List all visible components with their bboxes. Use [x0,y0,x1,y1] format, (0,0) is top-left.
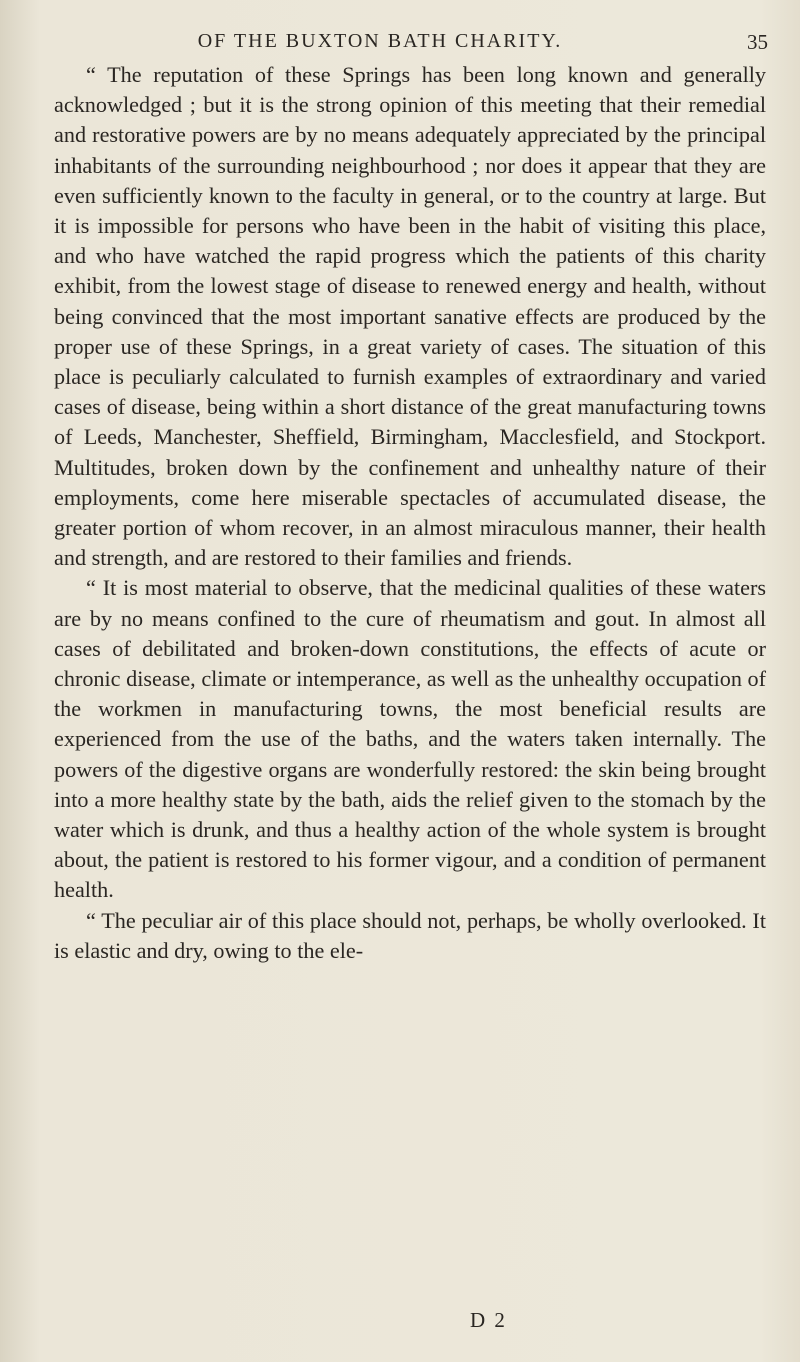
body-text [54,60,766,966]
paragraph-peculiar-air: “ The peculiar air of this place should not, perhaps, be wholly overlooked. It is elastic and dry, owing to the ele- [54,907,766,963]
page-number: 35 [747,30,768,54]
signature-mark: D 2 [470,1308,507,1332]
running-title: OF THE BUXTON BATH CHARITY. [197,30,563,52]
page-header [52,30,768,60]
paragraph-medicinal-qualities: “ It is most material to observe, that the medicinal qualities of these waters are by no means confined to the cure of rheumatism and gout. In almost all cases of debilitated and broken-down constitutions, the effects of acute or chronic disease, climate or intemperance, as well as the unhealthy occupation of the workmen in manufacturing towns, the most beneficial results are experienced from the use of the baths, and the waters taken internally. The powers of the digestive organs are wonderfully restored: the skin being brought into a more healthy state by the bath, aids the relief given to the stomach by the water which is drunk, and thus a healthy action of the whole system is brought about, the patient is restored to his former vigour, and a condition of permanent health. [54,575,766,903]
paragraph-reputation: “ The reputation of these Springs has been long known and generally acknowledged ; but it is the strong opinion of this meeting that their remedial and restorative powers are by no means adequately appreciated by the principal inhabitants of the surrounding neighbourhood ; nor does it appear that they are even sufficiently known to the faculty in general, or to the country at large. But it is impossible for persons who have been in the habit of visiting this place, and who have watched the rapid progress which the patients of this charity exhibit, from the lowest stage of disease to renewed energy and health, without being convinced that the most important sanative effects are produced by the proper use of these Springs, in a great variety of cases. The situation of this place is peculiarly calculated to furnish examples of extraordinary and varied cases of disease, being within a short distance of the great manufacturing towns of Leeds, Manchester, Sheffield, Birmingham, Macclesfield, and Stockport. Multitudes, broken down by the confinement and unhealthy nature of their employments, come here miserable spectacles of accumulated disease, the greater portion of whom recover, in an almost miraculous manner, their health and strength, and are restored to their families and friends. [54,62,766,571]
